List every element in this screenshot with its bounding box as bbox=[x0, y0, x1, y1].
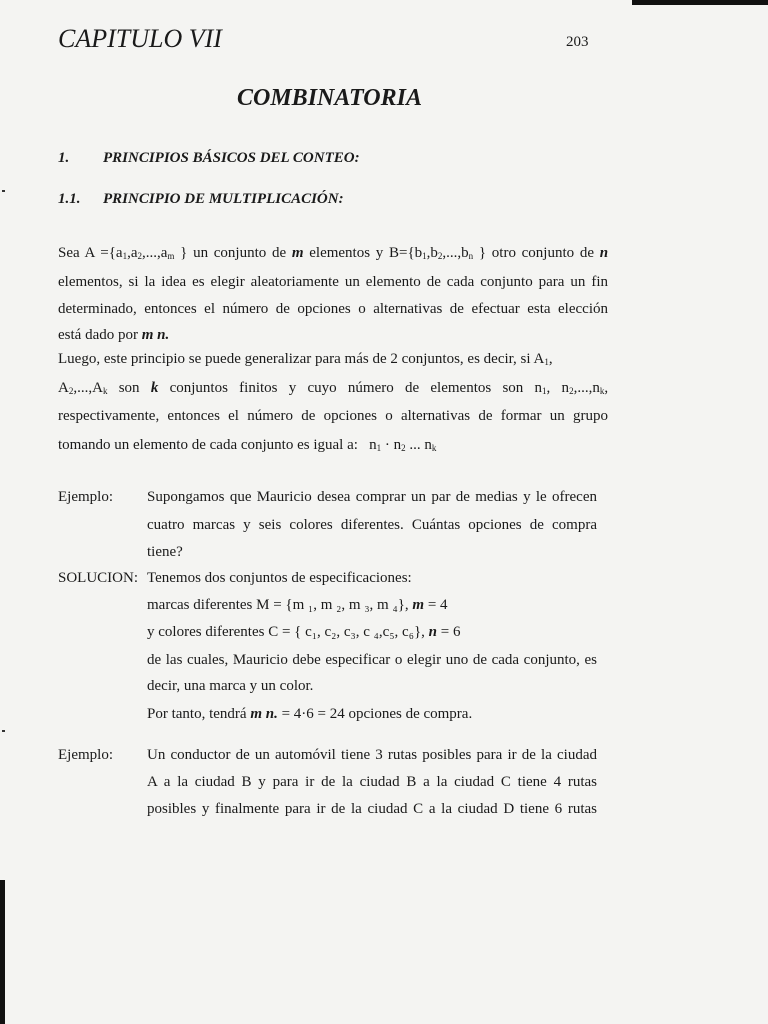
example-line: posibles y finalmente para ir de la ciudad C a la ciudad D tiene 6 rutas bbox=[147, 801, 597, 817]
scan-mark bbox=[2, 190, 5, 192]
paragraph-line: está dado por m n. bbox=[58, 327, 170, 343]
solution-label: SOLUCION: bbox=[58, 570, 139, 586]
chapter-heading: CAPITULO VII bbox=[58, 24, 222, 53]
paragraph-line: respectivamente, entonces el número de opciones o alternativas de formar un grupo bbox=[58, 408, 608, 424]
formula: $n_1 \cdot n_2$ ... $n_k$ bbox=[369, 437, 437, 453]
example-line: cuatro marcas y seis colores diferentes. Cuántas opciones de compra bbox=[147, 517, 597, 533]
section-heading: PRINCIPIOS BÁSICOS DEL CONTEO: bbox=[103, 150, 360, 166]
scan-mark bbox=[2, 730, 5, 732]
example-label: Ejemplo: bbox=[58, 747, 113, 763]
paragraph-line: Luego, este principio se puede generalizar para más de 2 conjuntos, es decir, si $A_1$, bbox=[58, 351, 553, 367]
paragraph-line: determinado, entonces el número de opciones o alternativas de efectuar esta elección bbox=[58, 301, 608, 317]
scan-top-edge bbox=[632, 0, 768, 5]
solution-line: Tenemos dos conjuntos de especificaciones: bbox=[147, 570, 412, 586]
solution-line: y colores diferentes C = { c₁, c₂, c₃, c ₄,c₅, c₆}, n = 6 bbox=[147, 624, 461, 640]
example-line: A a la ciudad B y para ir de la ciudad B a la ciudad C tiene 4 rutas bbox=[147, 774, 597, 790]
page-number: 203 bbox=[566, 34, 589, 50]
solution-line: marcas diferentes M = {m ₁, m ₂, m ₃, m ₄}, m = 4 bbox=[147, 597, 448, 613]
paragraph-line: Sea $A =\{a_1,a_2,...,a_m$ } un conjunto de m elementos y $B=\{b_1,b_2,...,b_n$ } otro conjunto de n bbox=[58, 245, 609, 261]
solution-line: de las cuales, Mauricio debe especificar o elegir uno de cada conjunto, es bbox=[147, 652, 597, 668]
paragraph-line: $A_2,...,A_k$ son k conjuntos finitos y cuyo número de elementos son $n_1$, $n_2,...,n_k$, bbox=[58, 380, 609, 396]
subsection-heading: PRINCIPIO DE MULTIPLICACIÓN: bbox=[103, 191, 344, 207]
section-number: 1. bbox=[58, 150, 70, 166]
solution-line: decir, una marca y un color. bbox=[147, 678, 314, 694]
paragraph-line: tomando un elemento de cada conjunto es igual a: $n_1 \cdot n_2$ ... $n_k$ bbox=[58, 437, 437, 453]
example-label: Ejemplo: bbox=[58, 489, 113, 505]
page-title: COMBINATORIA bbox=[237, 85, 422, 111]
subsection-number: 1.1. bbox=[58, 191, 81, 207]
example-line: Supongamos que Mauricio desea comprar un par de medias y le ofrecen bbox=[147, 489, 597, 505]
example-line: Un conductor de un automóvil tiene 3 rutas posibles para ir de la ciudad bbox=[147, 747, 597, 763]
example-line: tiene? bbox=[147, 544, 183, 560]
paragraph-line: elementos, si la idea es elegir aleatoriamente un elemento de cada conjunto para un fin bbox=[58, 274, 608, 290]
solution-line: Por tanto, tendrá m n. = 4·6 = 24 opciones de compra. bbox=[147, 706, 473, 722]
scan-left-edge bbox=[0, 880, 5, 1024]
